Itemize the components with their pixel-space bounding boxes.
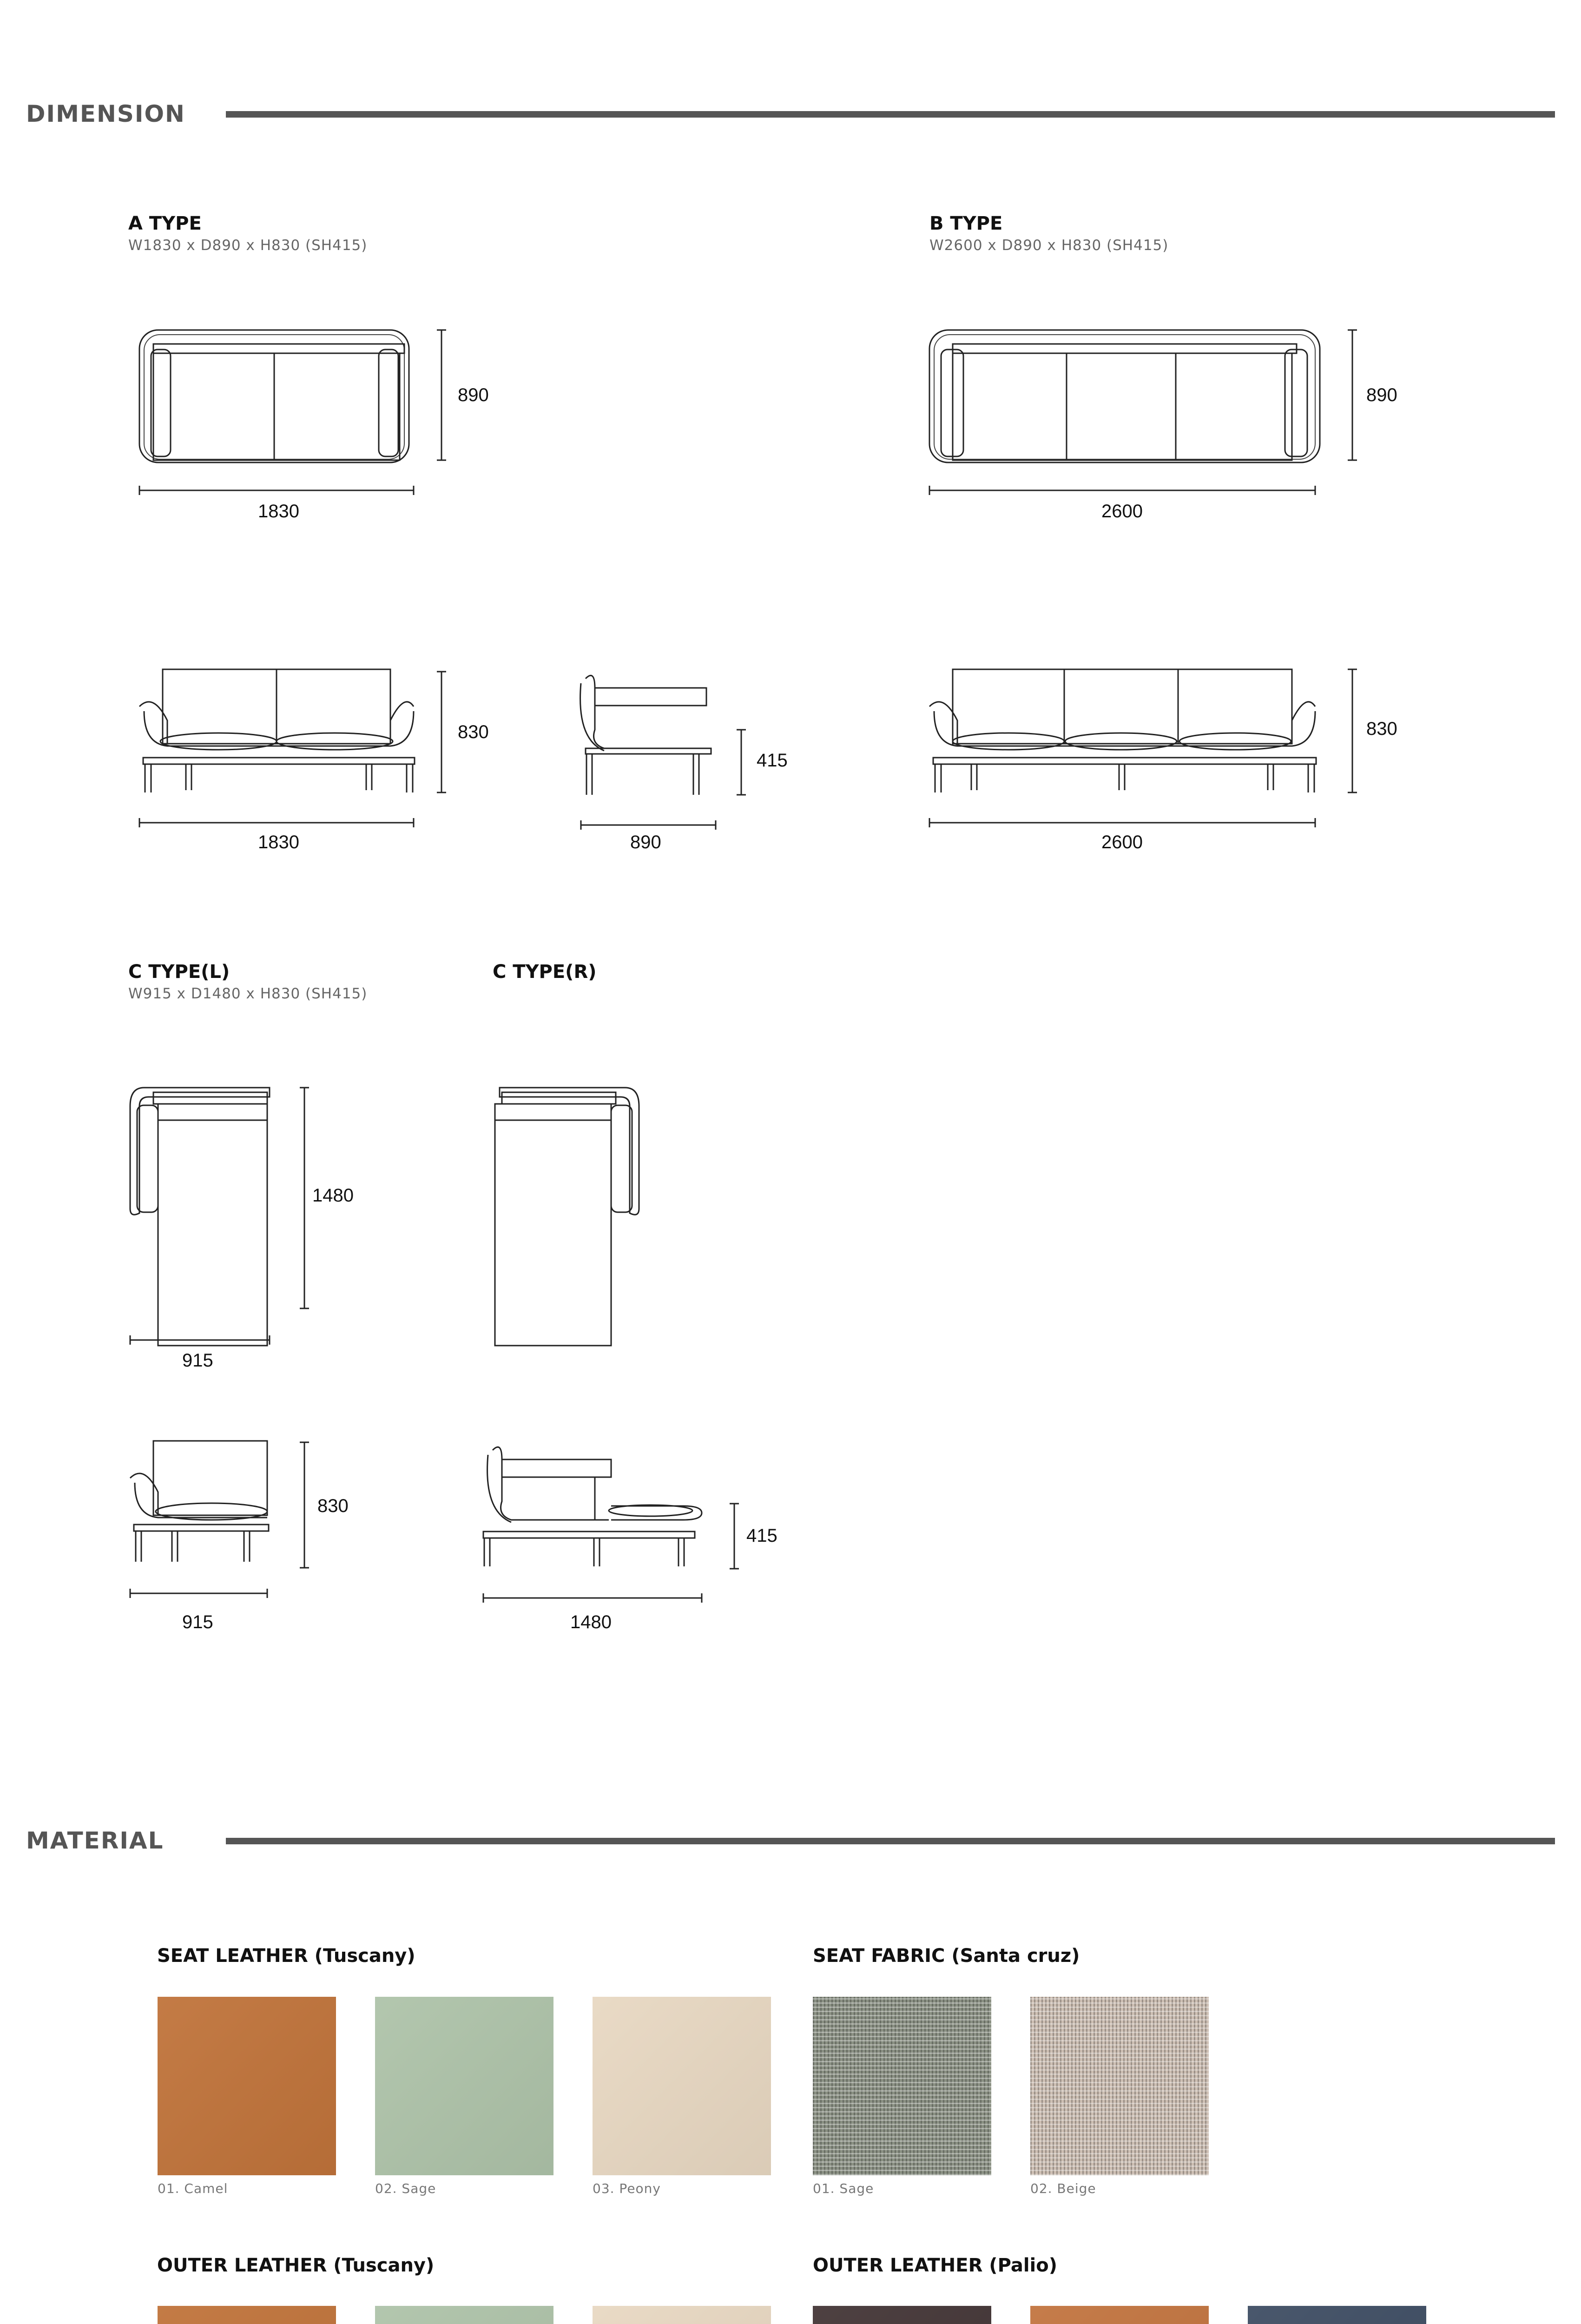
- side-view-drawing: [576, 669, 725, 832]
- c-type-r-title: C TYPE(R): [493, 961, 597, 983]
- c-l-top-depth-label: 1480: [312, 1185, 354, 1206]
- material-header: [26, 1827, 1555, 1855]
- c-type-r-side-view-drawing: [479, 1441, 711, 1608]
- b-front-width-label: 2600: [1101, 832, 1143, 852]
- seat-fabric-label-sage: 01. Sage: [813, 2181, 874, 2196]
- b-type-spec: W2600 x D890 x H830 (SH415): [929, 237, 1169, 254]
- seat-leather-swatch-sage[interactable]: [375, 1997, 553, 2175]
- c-l-front-height-label: 830: [317, 1496, 349, 1516]
- outer-leather-palio-title: OUTER LEATHER (Palio): [813, 2255, 1057, 2276]
- outer-palio-swatch-camel[interactable]: [1030, 2306, 1209, 2324]
- outer-leather-tuscany-title: OUTER LEATHER (Tuscany): [157, 2255, 435, 2276]
- b-type-title: B TYPE: [929, 213, 1003, 234]
- a-type-front-view-drawing: [135, 665, 423, 832]
- seat-fabric-swatch-beige[interactable]: [1030, 1997, 1209, 2175]
- b-type-height-dimension-line: [1345, 667, 1359, 795]
- dimension-divider: [226, 111, 1555, 118]
- c-type-l-height-dimension-line: [297, 1440, 311, 1570]
- c-l-front-width-label: 915: [182, 1612, 213, 1632]
- a-top-width-label: 1830: [258, 501, 299, 522]
- a-type-height-dimension-line: [435, 669, 448, 795]
- b-type-top-view-drawing: [925, 325, 1324, 521]
- c-type-l-title: C TYPE(L): [128, 961, 230, 983]
- c-type-l-depth-dimension-line: [297, 1085, 311, 1311]
- dimension-header: [26, 100, 1555, 128]
- seat-fabric-swatch-sage[interactable]: [813, 1997, 991, 2175]
- a-type-spec: W1830 x D890 x H830 (SH415): [128, 237, 368, 254]
- c-type-r-seat-height-dimension-line: [727, 1501, 741, 1571]
- c-l-top-width-label: 915: [182, 1350, 213, 1371]
- seat-leather-label-peony: 03. Peony: [593, 2181, 661, 2196]
- c-type-l-width-dimension-line: [125, 1333, 274, 1347]
- c-type-l-front-view-drawing: [125, 1436, 279, 1604]
- a-top-depth-label: 890: [458, 385, 489, 405]
- outer-tuscany-swatch-peony[interactable]: [593, 2306, 771, 2324]
- b-type-front-view-drawing: [925, 665, 1324, 832]
- c-type-l-top-view-drawing: [125, 1083, 279, 1343]
- c-r-side-width-label: 1480: [570, 1612, 612, 1632]
- side-seat-height-label: 415: [757, 750, 788, 771]
- a-type-title: A TYPE: [128, 213, 202, 234]
- c-r-seat-height-label: 415: [746, 1525, 777, 1546]
- outer-tuscany-swatch-camel[interactable]: [158, 2306, 336, 2324]
- seat-leather-label-sage: 02. Sage: [375, 2181, 436, 2196]
- material-title: MATERIAL: [26, 1827, 164, 1854]
- outer-tuscany-swatch-sage[interactable]: [375, 2306, 553, 2324]
- outer-palio-swatch-dark-brown[interactable]: [813, 2306, 991, 2324]
- seat-leather-label-camel: 01. Camel: [158, 2181, 228, 2196]
- material-divider: [226, 1838, 1555, 1844]
- outer-palio-swatch-indigo[interactable]: [1248, 2306, 1426, 2324]
- a-front-height-label: 830: [458, 722, 489, 742]
- b-type-depth-dimension-line: [1345, 325, 1359, 465]
- b-top-width-label: 2600: [1101, 501, 1143, 522]
- c-type-l-spec: W915 x D1480 x H830 (SH415): [128, 985, 368, 1002]
- seat-leather-swatch-peony[interactable]: [593, 1997, 771, 2175]
- seat-fabric-title: SEAT FABRIC (Santa cruz): [813, 1945, 1080, 1967]
- a-front-width-label: 1830: [258, 832, 299, 852]
- b-top-depth-label: 890: [1366, 385, 1397, 405]
- c-type-r-top-view-drawing: [490, 1083, 644, 1343]
- dimension-title: DIMENSION: [26, 100, 185, 127]
- a-type-depth-dimension-line: [435, 325, 448, 465]
- side-seat-height-dimension-line: [734, 727, 748, 797]
- b-front-height-label: 830: [1366, 719, 1397, 739]
- seat-fabric-label-beige: 02. Beige: [1030, 2181, 1096, 2196]
- side-depth-label: 890: [630, 832, 661, 852]
- a-type-top-view-drawing: [135, 325, 423, 521]
- seat-leather-title: SEAT LEATHER (Tuscany): [157, 1945, 415, 1967]
- seat-leather-swatch-camel[interactable]: [158, 1997, 336, 2175]
